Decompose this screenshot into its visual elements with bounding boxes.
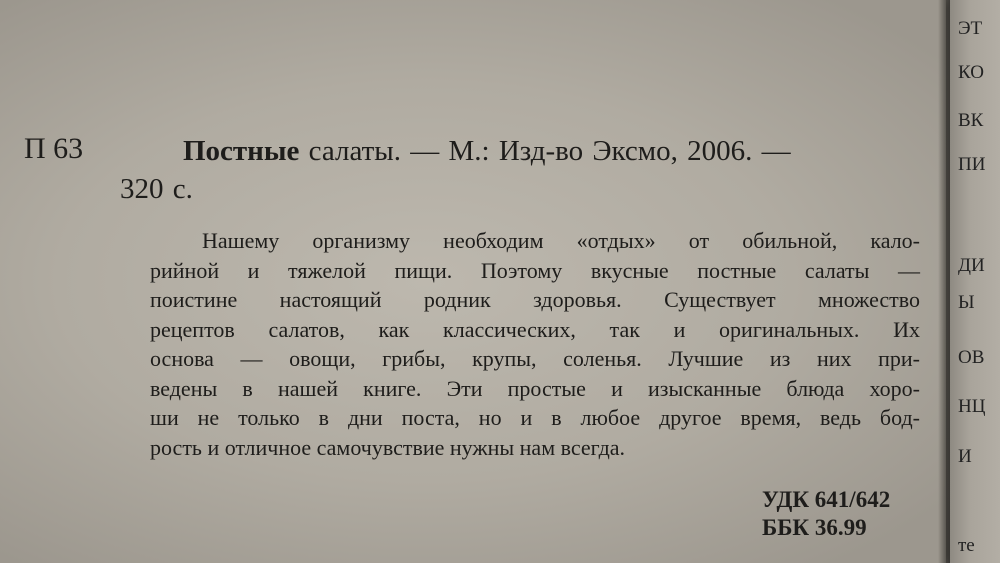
annotation-line-last: рость и отличное самочувствие нужны нам всегда. [150, 434, 626, 460]
next-page-fragment: ПИ [958, 154, 986, 175]
next-page-edge [950, 0, 1000, 563]
next-page-fragment: ОВ [958, 347, 985, 368]
annotation-line: рийной и тяжелой пищи. Поэтому вкусные постные салаты — [150, 257, 920, 283]
annotation-line: основа — овощи, грибы, крупы, соленья. Лучшие из них при- [150, 346, 920, 371]
title-bold: Постные [183, 135, 300, 167]
title-line [183, 132, 920, 170]
classification-codes [762, 486, 890, 542]
next-page-fragment: КО [958, 62, 984, 83]
annotation-line: поистине настоящий родник здоровья. Существует множество [150, 287, 920, 312]
udk-code: УДК 641/642 [762, 487, 891, 512]
bbk-code: ББК 36.99 [762, 515, 867, 540]
next-page-fragment: ЭТ [958, 18, 983, 39]
annotation-line: ведены в нашей книге. Эти простые и изысканные блюда хоро- [150, 375, 920, 401]
next-page-fragment: те [958, 535, 975, 556]
annotation-line: Нашему организму необходим «отдых» от обильной, кало- [202, 228, 920, 253]
title-rest: салаты. — М.: Изд-во Эксмо, 2006. — [299, 135, 791, 167]
next-page-fragment: НЦ [958, 396, 986, 417]
annotation-line: ши не только в дни поста, но и в любое другое время, ведь бод- [150, 405, 920, 430]
annotation-line: рецептов салатов, как классических, так и оригинальных. Их [150, 316, 920, 342]
next-page-fragment: Ы [958, 292, 975, 313]
page-count: 320 с. [120, 173, 193, 205]
annotation-text [150, 226, 920, 462]
next-page-fragment: ДИ [958, 255, 985, 276]
next-page-fragment: И [958, 446, 972, 467]
catalog-code: П 63 [24, 132, 84, 165]
bibliographic-record [120, 132, 920, 208]
next-page-fragment: ВК [958, 110, 984, 131]
